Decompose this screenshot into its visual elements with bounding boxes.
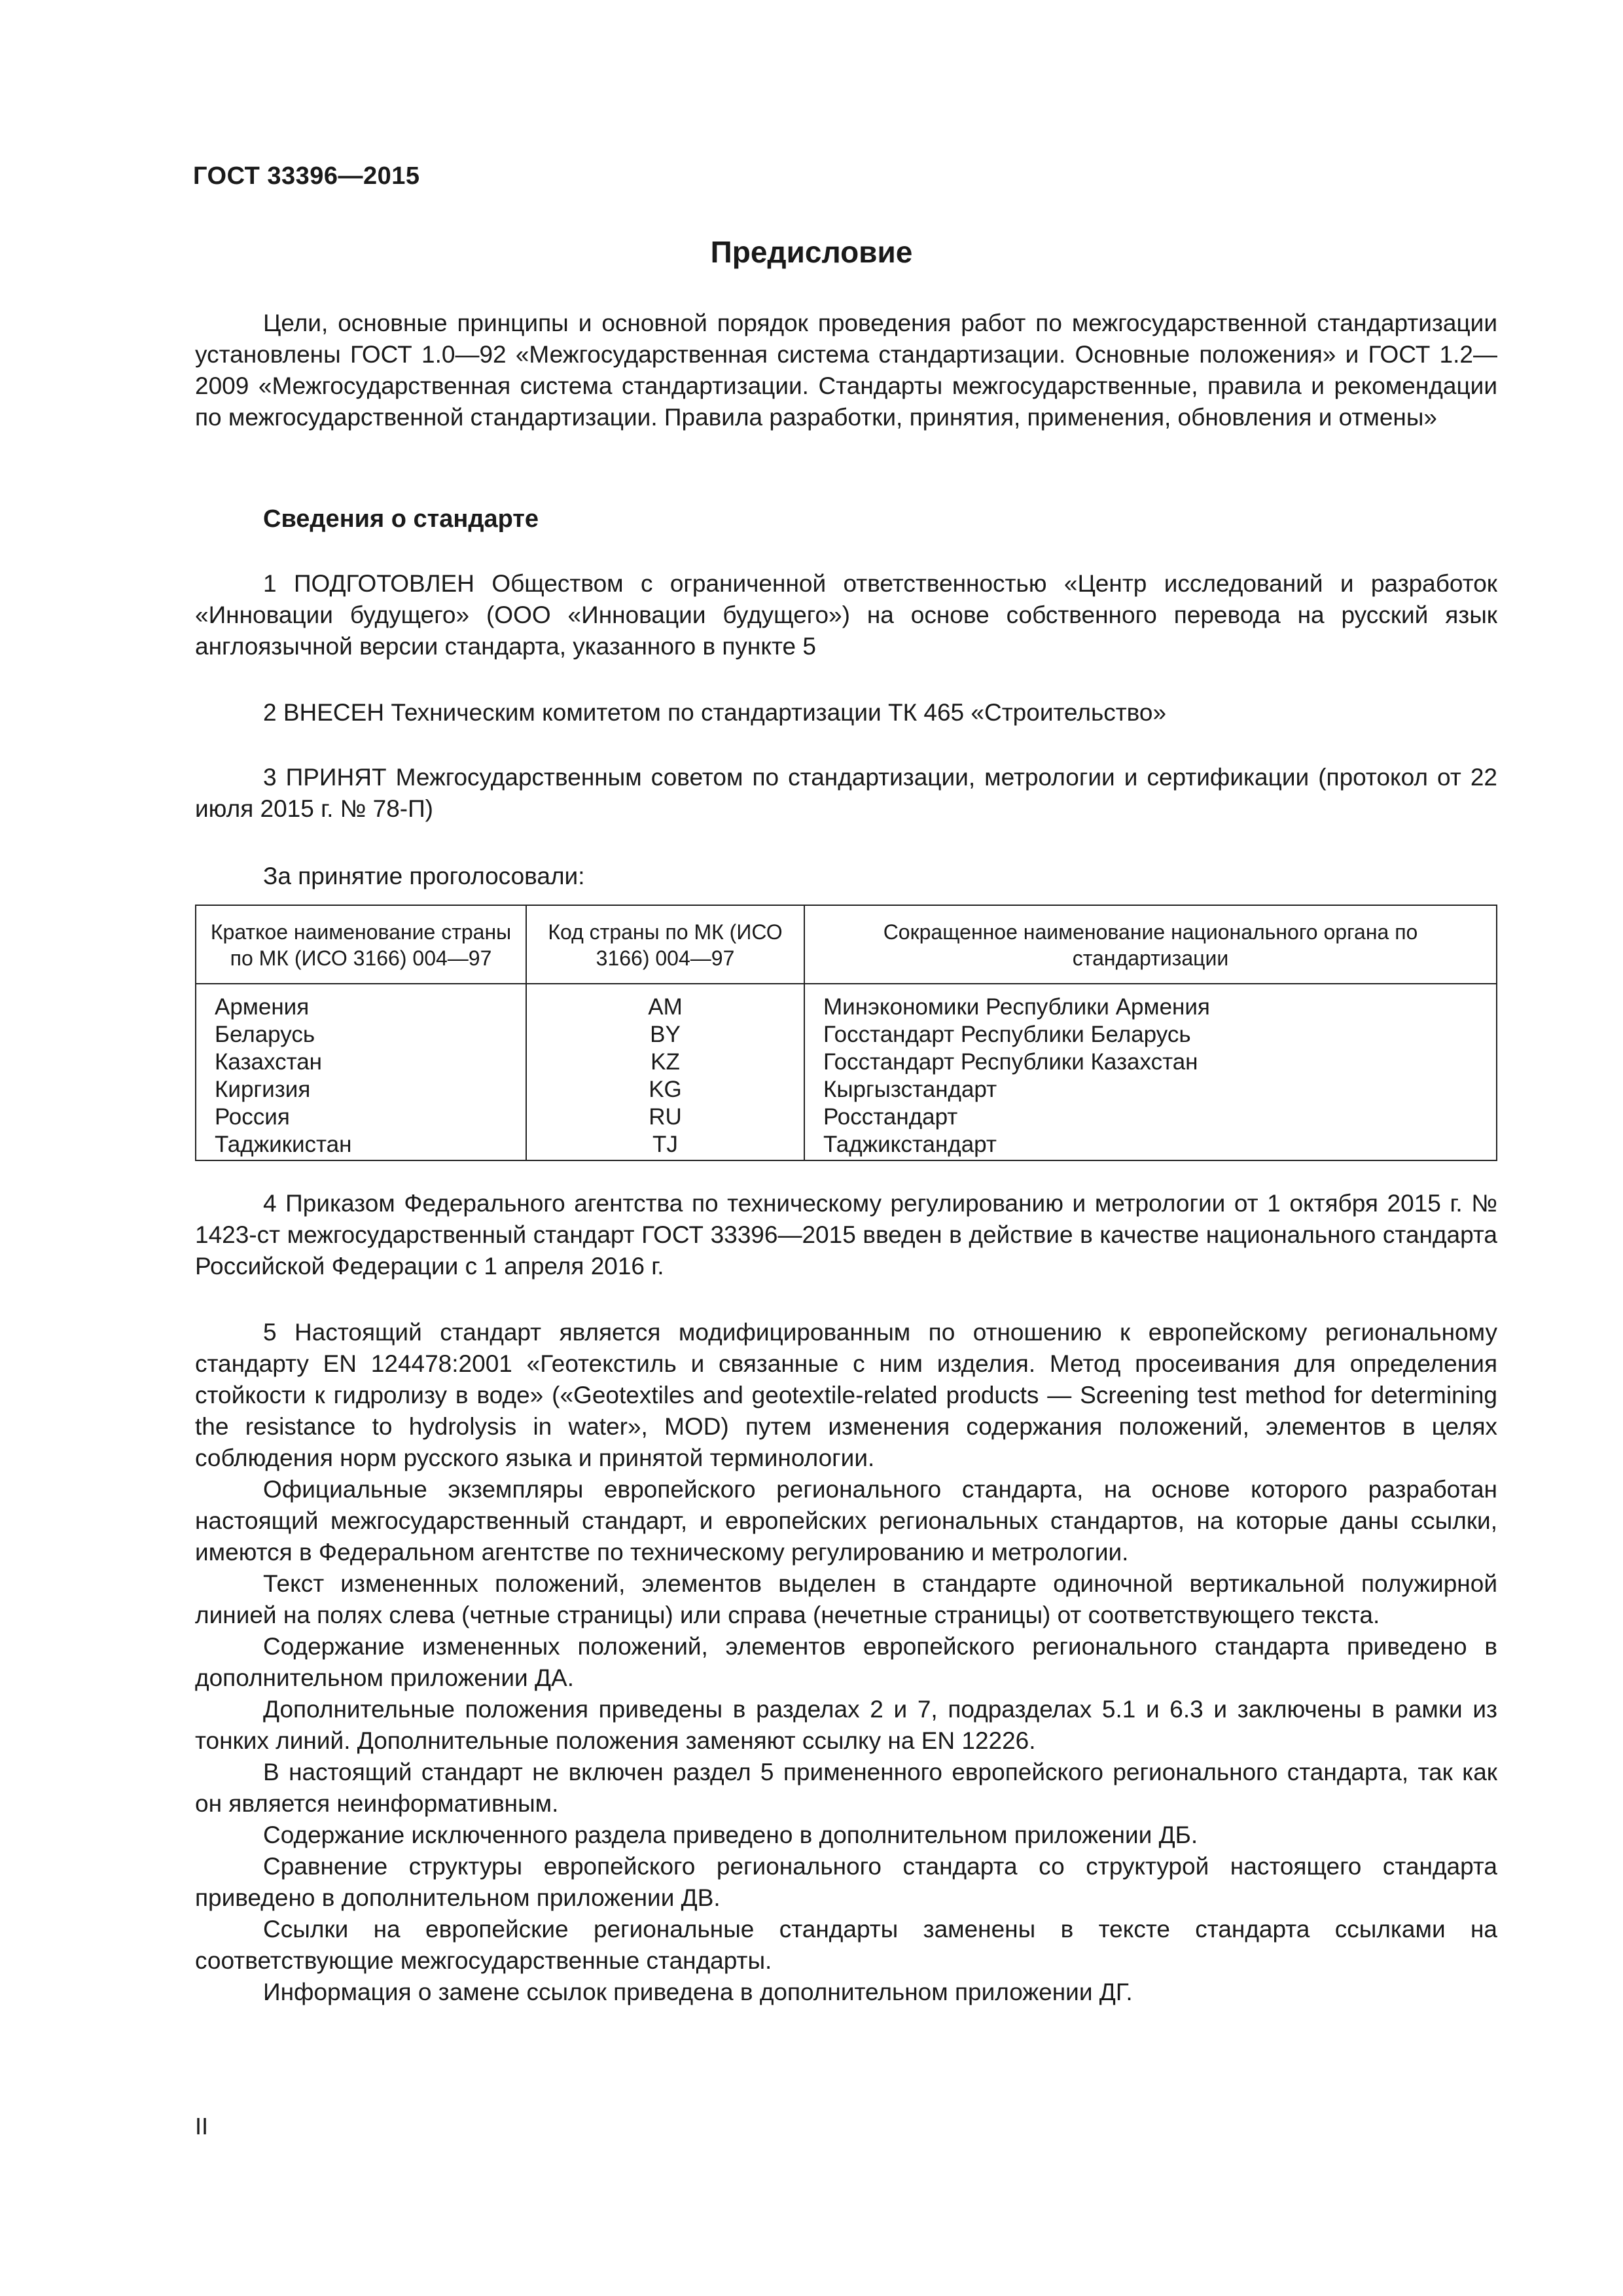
item-5-paragraph: В настоящий стандарт не включен раздел 5 примененного европейского регионального стандарта, так как он является неинформативным. [195, 1759, 1497, 1817]
standards-body: Росстандарт [804, 1103, 1497, 1131]
table-row [196, 1021, 1497, 1049]
item-5-paragraph: Информация о замене ссылок приведена в дополнительном приложении ДГ. [263, 1979, 1133, 2005]
item-2-text: 2 ВНЕСЕН Техническим комитетом по стандартизации ТК 465 «Строительство» [263, 699, 1167, 726]
item-5-section [195, 1317, 1497, 2008]
item-3-text: 3 ПРИНЯТ Межгосударственным советом по стандартизации, метрологии и сертификации (протокол от 22 июля 2015 г. № 78-П) [195, 764, 1497, 822]
item-1-text: 1 ПОДГОТОВЛЕН Обществом с ограниченной ответственностью «Центр исследований и разработок «Инновации будущего» (ООО «Инновации будущего») на основе собственного перевода на русский язык англоязычной версии стандарта, указанного в пункте 5 [195, 570, 1497, 660]
table-row [196, 1131, 1497, 1160]
standard-info-heading: Сведения о стандарте [263, 505, 539, 533]
country-name: Казахстан [196, 1049, 526, 1076]
standards-body: Минэкономики Республики Армения [804, 984, 1497, 1021]
country-name: Беларусь [196, 1021, 526, 1049]
item-5-paragraph: Текст измененных положений, элементов выделен в стандарте одиночной вертикальной полужирной линией на полях слева (четные страницы) или справа (нечетные страницы) от соответствующего текста. [195, 1570, 1497, 1628]
intro-paragraph [195, 308, 1497, 433]
item-1-paragraph [195, 568, 1497, 662]
item-5-paragraph: 5 Настоящий стандарт является модифицированным по отношению к европейскому региональному стандарту EN 124478:2001 «Геотекстиль и связанные с ним изделия. Метод просеивания для определения стойкости к гидролизу в воде» («Geotextiles and geotextile-related products — Screening test method for determining the resistance to hydrolysis in water», MOD) путем изменения содержания положений, элементов в целях соблюдения норм русского языка и принятой терминологии. [195, 1319, 1497, 1471]
page-number: II [195, 2113, 209, 2140]
table-row [196, 1049, 1497, 1076]
country-code: RU [526, 1103, 804, 1131]
page-title: Предисловие [710, 235, 913, 269]
item-5-paragraph: Сравнение структуры европейского регионального стандарта со структурой настоящего стандарта приведено в дополнительном приложении ДВ. [195, 1853, 1497, 1911]
table-row [196, 1103, 1497, 1131]
item-4-text: 4 Приказом Федерального агентства по техническому регулированию и метрологии от 1 октября 2015 г. № 1423-ст межгосударственный стандарт ГОСТ 33396—2015 введен в действие в качестве национального стандарта Российской Федерации с 1 апреля 2016 г. [195, 1190, 1497, 1280]
country-code: KG [526, 1076, 804, 1103]
standard-code-header: ГОСТ 33396—2015 [193, 162, 420, 190]
standards-body: Госстандарт Республики Беларусь [804, 1021, 1497, 1049]
table-header-row [196, 905, 1497, 984]
table-row [196, 1076, 1497, 1103]
item-3-paragraph [195, 762, 1497, 825]
standards-body: Кыргызстандарт [804, 1076, 1497, 1103]
item-2-paragraph [195, 697, 1497, 728]
intro-text: Цели, основные принципы и основной порядок проведения работ по межгосударственной стандартизации установлены ГОСТ 1.0—92 «Межгосударственная система стандартизации. Основные положения» и ГОСТ 1.2—2009 «Межгосударственная система стандартизации. Стандарты межгосударственные, правила и рекомендации по межгосударственной стандартизации. Правила разработки, принятия, применения, обновления и отмены» [195, 310, 1497, 431]
item-5-paragraph: Содержание исключенного раздела приведено в дополнительном приложении ДБ. [263, 1821, 1198, 1848]
item-5-paragraph: Официальные экземпляры европейского регионального стандарта, на основе которого разработан настоящий межгосударственный стандарт, и европейских региональных стандартов, на которые даны ссылки, имеются в Федеральном агентстве по техническому регулированию и метрологии. [195, 1476, 1497, 1566]
standards-body: Госстандарт Республики Казахстан [804, 1049, 1497, 1076]
country-code: AM [526, 984, 804, 1021]
header-country-name: Краткое наименование страны по МК (ИСО 3166) 004—97 [196, 905, 526, 984]
country-code: KZ [526, 1049, 804, 1076]
country-code: BY [526, 1021, 804, 1049]
standards-body: Таджикстандарт [804, 1131, 1497, 1160]
country-name: Россия [196, 1103, 526, 1131]
item-4-paragraph [195, 1188, 1497, 1282]
item-5-paragraph: Дополнительные положения приведены в разделах 2 и 7, подразделах 5.1 и 6.3 и заключены в рамки из тонких линий. Дополнительные положения заменяют ссылку на EN 12226. [195, 1696, 1497, 1754]
item-5-paragraph: Содержание измененных положений, элементов европейского регионального стандарта приведено в дополнительном приложении ДА. [195, 1633, 1497, 1691]
country-code: TJ [526, 1131, 804, 1160]
vote-caption: За принятие проголосовали: [263, 863, 585, 889]
item-5-paragraph: Ссылки на европейские региональные стандарты заменены в тексте стандарта ссылками на соответствующие межгосударственные стандарты. [195, 1916, 1497, 1974]
header-country-code: Код страны по МК (ИСО 3166) 004—97 [526, 905, 804, 984]
country-name: Армения [196, 984, 526, 1021]
header-standards-body: Сокращенное наименование национального органа по стандартизации [804, 905, 1497, 984]
country-name: Киргизия [196, 1076, 526, 1103]
voting-countries-table [195, 905, 1497, 1161]
table-row [196, 984, 1497, 1021]
country-name: Таджикистан [196, 1131, 526, 1160]
